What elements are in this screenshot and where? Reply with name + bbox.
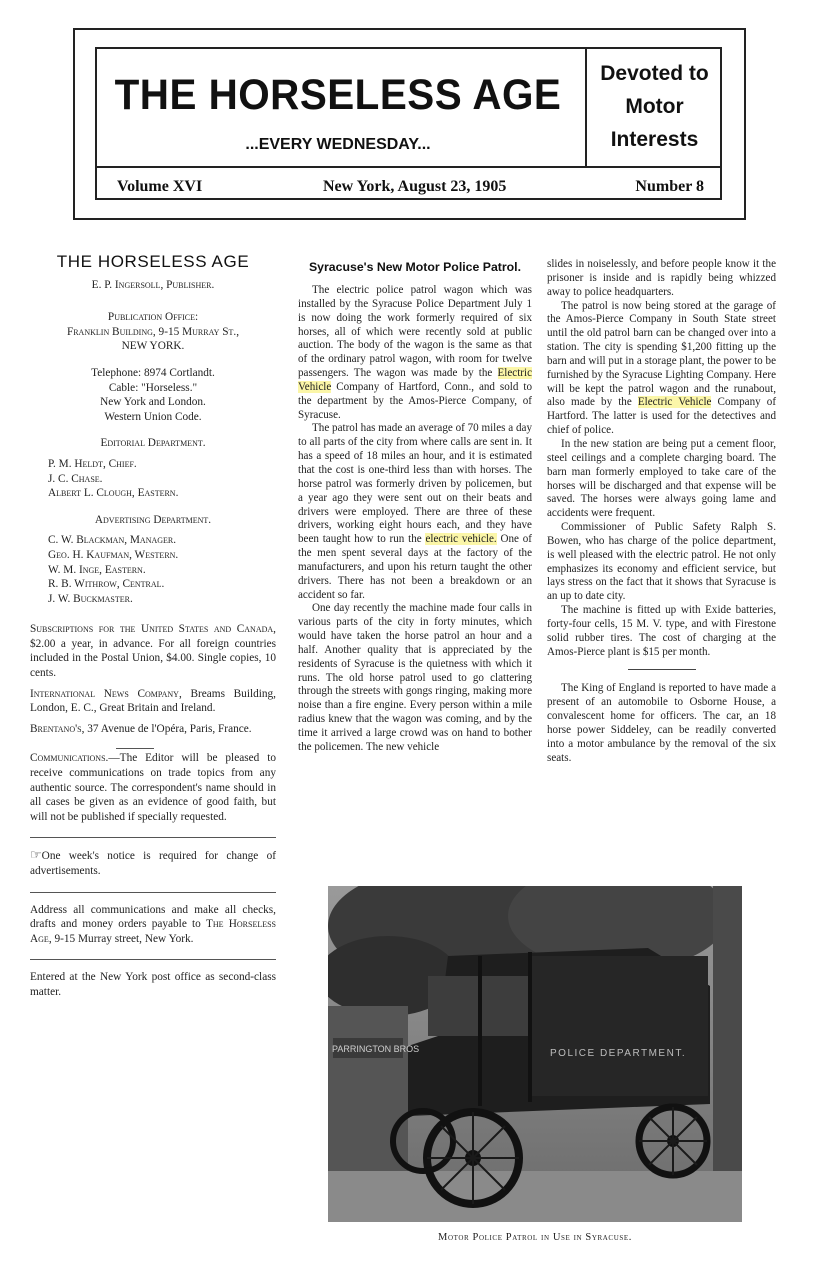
advertising-staff (30, 533, 276, 606)
article-paragraph: Commissioner of Public Safety Ralph S. Bowen, who has charge of the police department, is well pleased with the electric patrol. He not only emphasizes its economy and efficient service, but lays stress on the fact that it shows that Syracuse is an up to date city. (547, 521, 776, 603)
news-item-king: The King of England is reported to have made a present of an automobile to Osborne House, a convalescent home for officers. The car, an 18 horse power Siddeley, can be readily converted into a motor ambulance by the removal of the six seats. (547, 682, 776, 764)
article-paragraph (547, 300, 776, 438)
office-city: NEW YORK. (121, 340, 185, 353)
section-rule (30, 837, 276, 838)
paragraph-text: Company of Hartford. The latter is used for the detectives and chief of police. (547, 396, 777, 437)
sign-text: PARRINGTON BROS (332, 1044, 420, 1054)
brentano-paragraph (30, 722, 276, 737)
publication-office (30, 310, 276, 354)
highlighted-term: Electric Vehicle (298, 367, 532, 393)
issue-volume: Volume XVI (117, 178, 203, 195)
publisher-info-column (30, 252, 277, 1000)
cable-cities-line: New York and London. (100, 396, 206, 409)
address-text: Address all communications and make all checks, drafts and money orders payable to (30, 903, 276, 931)
ad-western: Geo. H. Kaufman, Western. (48, 548, 179, 561)
editor-clough: Albert L. Clough, Eastern. (48, 487, 179, 500)
pointing-hand-icon: ☞ (30, 847, 42, 863)
ad-eastern: W. M. Inge, Eastern. (48, 563, 146, 576)
devoted-line-3: Interests (610, 128, 699, 151)
cable-line: Cable: "Horseless." (108, 381, 198, 394)
article-paragraph: In the new station are being put a cement floor, steel ceilings and a complete charging board. The barn man formerly employed to take care of the horses will be discharged and that expense will be saved. The horses were always going lame and accidents were frequent. (547, 437, 776, 520)
ad-manager: C. W. Blackman, Manager. (48, 534, 177, 547)
highlighted-term: electric vehicle. (425, 533, 497, 546)
wagon-lettering: POLICE DEPARTMENT. (550, 1048, 687, 1059)
highlighted-term: Electric Vehicle (637, 396, 712, 409)
paragraph-text: The patrol is now being stored at the garage of the Amos-Pierce Company in South State street until the old patrol barn can be changed over into a station. The city is spending $1,200 fitting up the barn and will put in a storage plant, the power to be furnished by the Syracuse Lighting Company. Here will be kept the patrol wagon and the runabout, also made by the (547, 299, 776, 409)
masthead-inner-frame (95, 47, 722, 200)
brentano-lead: Brentano's, (30, 722, 85, 735)
news-company-paragraph (30, 687, 276, 716)
publisher-heading: THE HORSELESS AGE (56, 252, 250, 271)
communications-text: —The Editor will be pleased to receive communications on trade topics from any authentic source. The correspondent's name should in all cases be given as an evidence of good faith, but will not be published if specially requested. (30, 752, 276, 823)
entered-paragraph: Entered at the New York post office as second-class matter. (30, 971, 276, 998)
code-line: Western Union Code. (104, 410, 202, 423)
notice-paragraph (30, 848, 276, 878)
address-name: The Horseless Age, (30, 918, 277, 945)
news-lead: International News Company, (30, 687, 182, 700)
subscriptions-text: $2.00 a year, in advance. For all foreign countries included in the Postal Union, $4.00. Single copies, 10 cents. (30, 637, 276, 680)
address-street: 9-15 Murray street, New York. (54, 932, 194, 945)
article-paragraph (298, 284, 532, 422)
article-column-1 (298, 258, 532, 755)
contact-info (30, 366, 276, 424)
brentano-text: 37 Avenue de l'Opéra, Paris, France. (87, 722, 252, 735)
short-rule (116, 748, 154, 749)
address-paragraph (30, 903, 276, 947)
paragraph-text: The electric police patrol wagon which was installed by the Syracuse Police Department July 1 is now doing the work formerly required of six horses, all of which were recently sold at public auction. The body of the wagon is the same as that of the ordinary patrol wagon, with room for twelve passengers. The wagon was made by the (298, 284, 532, 380)
article-paragraph: slides in noiselessly, and before people know it the prisoner is inside and is rapidly being whizzed away to police headquarters. (547, 258, 776, 298)
issue-date: New York, August 23, 1905 (323, 178, 507, 195)
subscriptions-paragraph (30, 622, 276, 680)
issue-number: Number 8 (635, 178, 704, 195)
masthead-rule (97, 166, 720, 168)
masthead (73, 28, 746, 220)
masthead-subtitle: ...EVERY WEDNESDAY... (245, 136, 431, 153)
advertising-heading: Advertising Department. (94, 513, 212, 526)
editorial-heading: Editorial Department. (100, 437, 206, 450)
article-paragraph: The machine is fitted up with Exide batteries, forty-four cells, 15 M. V. type, and with Firestone solid rubber tires. The cost of charging at the Amos-Pierce plant is $15 per month. (547, 604, 776, 658)
section-rule (30, 959, 276, 960)
office-address: Franklin Building, 9-15 Murray St., (66, 325, 240, 338)
editor-chief: P. M. Heldt, Chief. (48, 457, 137, 470)
news-text: Breams Building, London, E. C., Great Britain and Ireland. (30, 687, 277, 715)
notice-text: One week's notice is required for change of advertisements. (30, 850, 276, 877)
telephone-line: Telephone: 8974 Cortlandt. (91, 366, 215, 379)
masthead-devoted (587, 57, 722, 156)
article-paragraph (298, 422, 532, 602)
publisher-line: E. P. Ingersoll, Publisher. (91, 278, 215, 291)
communications-lead: Communications. (30, 752, 109, 765)
photo-illustration (328, 886, 742, 1222)
paragraph-text: Company of Hartford, Conn., and sold to the department by the Amos-Pierce Company, of Syracuse. (298, 380, 532, 421)
ad-buckmaster: J. W. Buckmaster. (48, 592, 133, 605)
article-column-2 (547, 258, 776, 766)
patrol-wagon-photo (328, 886, 742, 1222)
communications-paragraph (30, 751, 276, 824)
devoted-line-2: Motor (625, 95, 684, 118)
photo-caption: Motor Police Patrol in Use in Syracuse. (438, 1232, 632, 1243)
editor-chase: J. C. Chase. (48, 472, 103, 485)
article-paragraph: One day recently the machine made four calls in various parts of the city in forty minutes, which would have taken the horse patrol an hour and a half. Another quality that is appreciated by the residents of Syracuse is the quietness with which it runs. The old horse patrol used to go clattering through the streets with gongs ringing, making more noise than a fire engine. Every person within a mile radius knew that the wagon was coming, and by the time it arrived a large crowd was on hand to bother the policemen. The new vehicle (298, 602, 532, 753)
ad-central: R. B. Withrow, Central. (48, 578, 165, 591)
masthead-title: THE HORSELESS AGE (114, 71, 562, 119)
devoted-line-1: Devoted to (600, 62, 709, 85)
subscriptions-lead: Subscriptions for the United States and Canada, (30, 623, 276, 636)
section-rule (30, 892, 276, 893)
editorial-staff (30, 457, 276, 501)
office-heading: Publication Office: (107, 311, 199, 324)
article-end-rule (628, 669, 696, 670)
paragraph-text: The patrol has made an average of 70 miles a day to all parts of the city from where calls are sent in. It has a speed of 18 miles an hour, and it is estimated that the cost is one-third less than with horses. The horse patrol was formerly driven by policemen, but a year ago they were sent out on their beats and drivers were employed. There are three of these drivers, working eight hours each, and they have been taught how to run the (298, 422, 532, 546)
article-title: Syracuse's New Motor Police Patrol. (308, 260, 522, 274)
paragraph-text: One of the men spent several days at the factory of the manufacturers, and upon his return taught the other drivers. There has not been a breakdown or an accident so far. (298, 533, 532, 601)
